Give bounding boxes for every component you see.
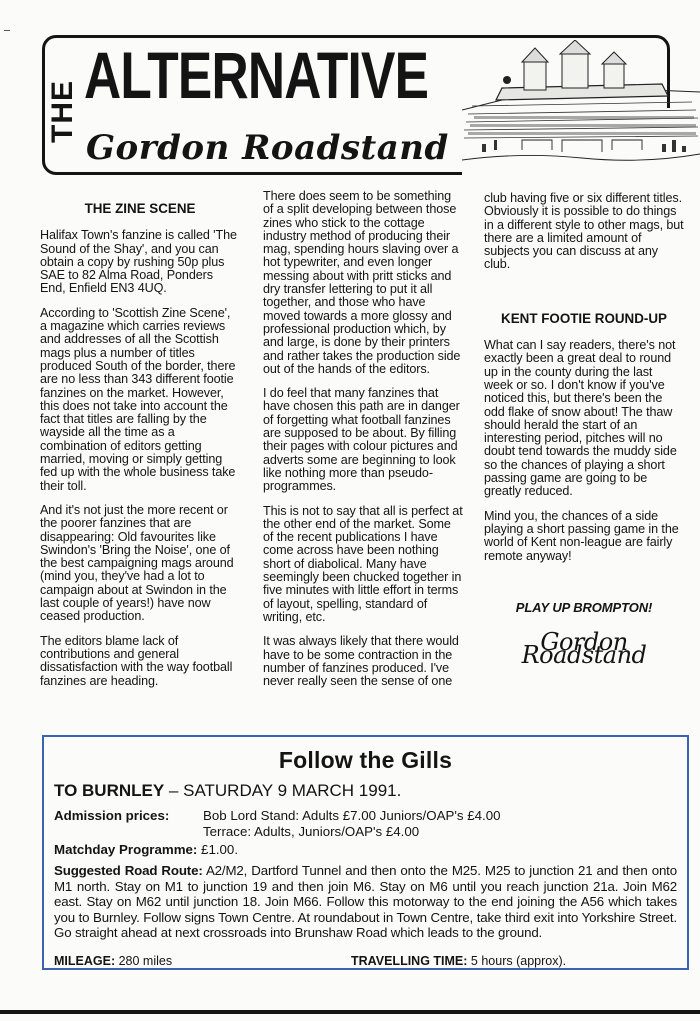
paragraph: Mind you, the chances of a side playing a short passing game in the world of Kent non-league are fairly remote anyway! (484, 508, 679, 563)
route-text: A2/M2, Dartford Tunnel and then onto the M25. M25 to junction 21 and then onto M1 north. Stay on M1 to junction 19 and then join M6. Stay on M6 until you reach junction 21a. Join M62 east. Stay on M62 until junction 18. Join M66. Follow this motorway to the end joining the A56 which takes you to Burnley. Follow signs Town Centre. At roundabout in Town Centre, take third exit into Yorkshire Street. Go straight ahead at next crossroads into Brunshaw Road which leads to the ground. (54, 863, 677, 941)
match-date: – SATURDAY 9 MARCH 1991. (164, 781, 402, 800)
paragraph: I do feel that many fanzines that have chosen this path are in danger of forgetting what football fanzines are supposed to be about. By filling their pages with colour pictures and adverts some are beginning to look like nothing more than pseudo-programmes. (263, 386, 460, 494)
paragraph: Halifax Town's fanzine is called 'The Sound of the Shay', and you can obtain a copy by rushing 50p plus SAE to 82 Alma Road, Ponders End, Enfield EN3 4UQ. (40, 228, 237, 296)
mileage-value: 280 miles (115, 953, 173, 968)
column-zine-scene (40, 190, 240, 699)
masthead-subtitle: Gordon Roadstand (86, 128, 449, 168)
page-bottom-rule (0, 1010, 700, 1014)
road-route (54, 863, 677, 941)
paragraph: club having five or six different titles. Obviously it is possible to do things in a different style to other mags, but there are a limited amount of subjects you can discuss at any club. (484, 191, 684, 272)
matchday-programme (54, 841, 677, 858)
travelling-time (351, 954, 566, 968)
paragraph: It was always likely that there would have to be some contraction in the number of fanzines produced. I've never really seen the sense of one (263, 634, 459, 689)
masthead-title: ALTERNATIVE (84, 38, 429, 112)
time-value: 5 hours (approx). (467, 953, 567, 968)
paragraph: The editors blame lack of contributions and general dissatisfaction with the way football fanzines are heading. (40, 633, 233, 688)
masthead-prefix: THE (46, 80, 79, 143)
admission-line-1: Bob Lord Stand: Adults £7.00 Juniors/OAP's £4.00 (203, 808, 501, 823)
gills-destination (54, 781, 677, 801)
mileage-label: MILEAGE: (54, 953, 116, 968)
follow-the-gills-box (42, 735, 689, 970)
column-kent-footie (484, 191, 684, 670)
admission-label: Admission prices: (54, 808, 170, 823)
paragraph: And it's not just the more recent or the poorer fanzines that are disappearing: Old favourites like Swindon's 'Bring the Noise', one of the best campaigning mags around (mind you, they've had a lot to campaign about at Swindon in the last couple of years!) have now ceased production. (40, 502, 234, 624)
paragraph: This is not to say that all is perfect at the other end of the market. Some of the recent publications I have come across have been nothing short of diabolical. Many have seemingly been chucked together in five minutes with little effort in terms of layout, spelling, standard of writing, etc. (263, 503, 463, 624)
admission-prices (54, 807, 677, 841)
signature: Gordon Roadstand (521, 628, 647, 670)
paragraph: What can I say readers, there's not exactly been a great deal to round up in the county during the last week or so. I don't know if you've noticed this, but there's been the odd flake of snow about! The thaw should herald the start of an interesting period, pitches will no doubt tend towards the muddy side so the chances of playing a short passing game are going to be greatly reduced. (484, 338, 677, 499)
programme-price: £1.00. (197, 842, 239, 857)
mileage (54, 954, 172, 968)
route-label: Suggested Road Route: (54, 863, 203, 878)
programme-label: Matchday Programme: (54, 842, 198, 857)
zine-scene-heading: THE ZINE SCENE (84, 201, 196, 216)
destination-label: TO BURNLEY (54, 781, 165, 800)
margin-mark (4, 30, 10, 31)
play-up-slogan: PLAY UP BROMPTON! (515, 599, 653, 615)
kent-footie-heading: KENT FOOTIE ROUND-UP (501, 310, 667, 326)
admission-line-2: Terrace: Adults, Juniors/OAP's £4.00 (203, 824, 420, 839)
gills-title: Follow the Gills (278, 747, 453, 773)
travel-summary (54, 954, 677, 970)
paragraph: There does seem to be something of a split developing between those zines who stick to the cottage industry method of producing their mag, spending hours slaving over a hot typewriter, and even longer messing about with pritt sticks and dry transfer lettering to put it all together, and those who have moved towards a more glossy and professional production which, by and large, is done by their printers and rather takes the production side out of the hands of the editors. (263, 189, 461, 376)
time-label: TRAVELLING TIME: (351, 953, 468, 968)
column-zine-scene-continued (263, 190, 463, 699)
paragraph: According to 'Scottish Zine Scene', a magazine which carries reviews and addresses of all the Scottish mags plus a number of titles produced South of the border, there are no less than 343 different footie fanzines on the market. However, this does not take into account the fact that titles are falling by the wayside all the time as a combination of editors getting married, moving or simply getting fed up with the whole business take their toll. (40, 305, 236, 493)
grandstand-illustration (462, 40, 700, 175)
